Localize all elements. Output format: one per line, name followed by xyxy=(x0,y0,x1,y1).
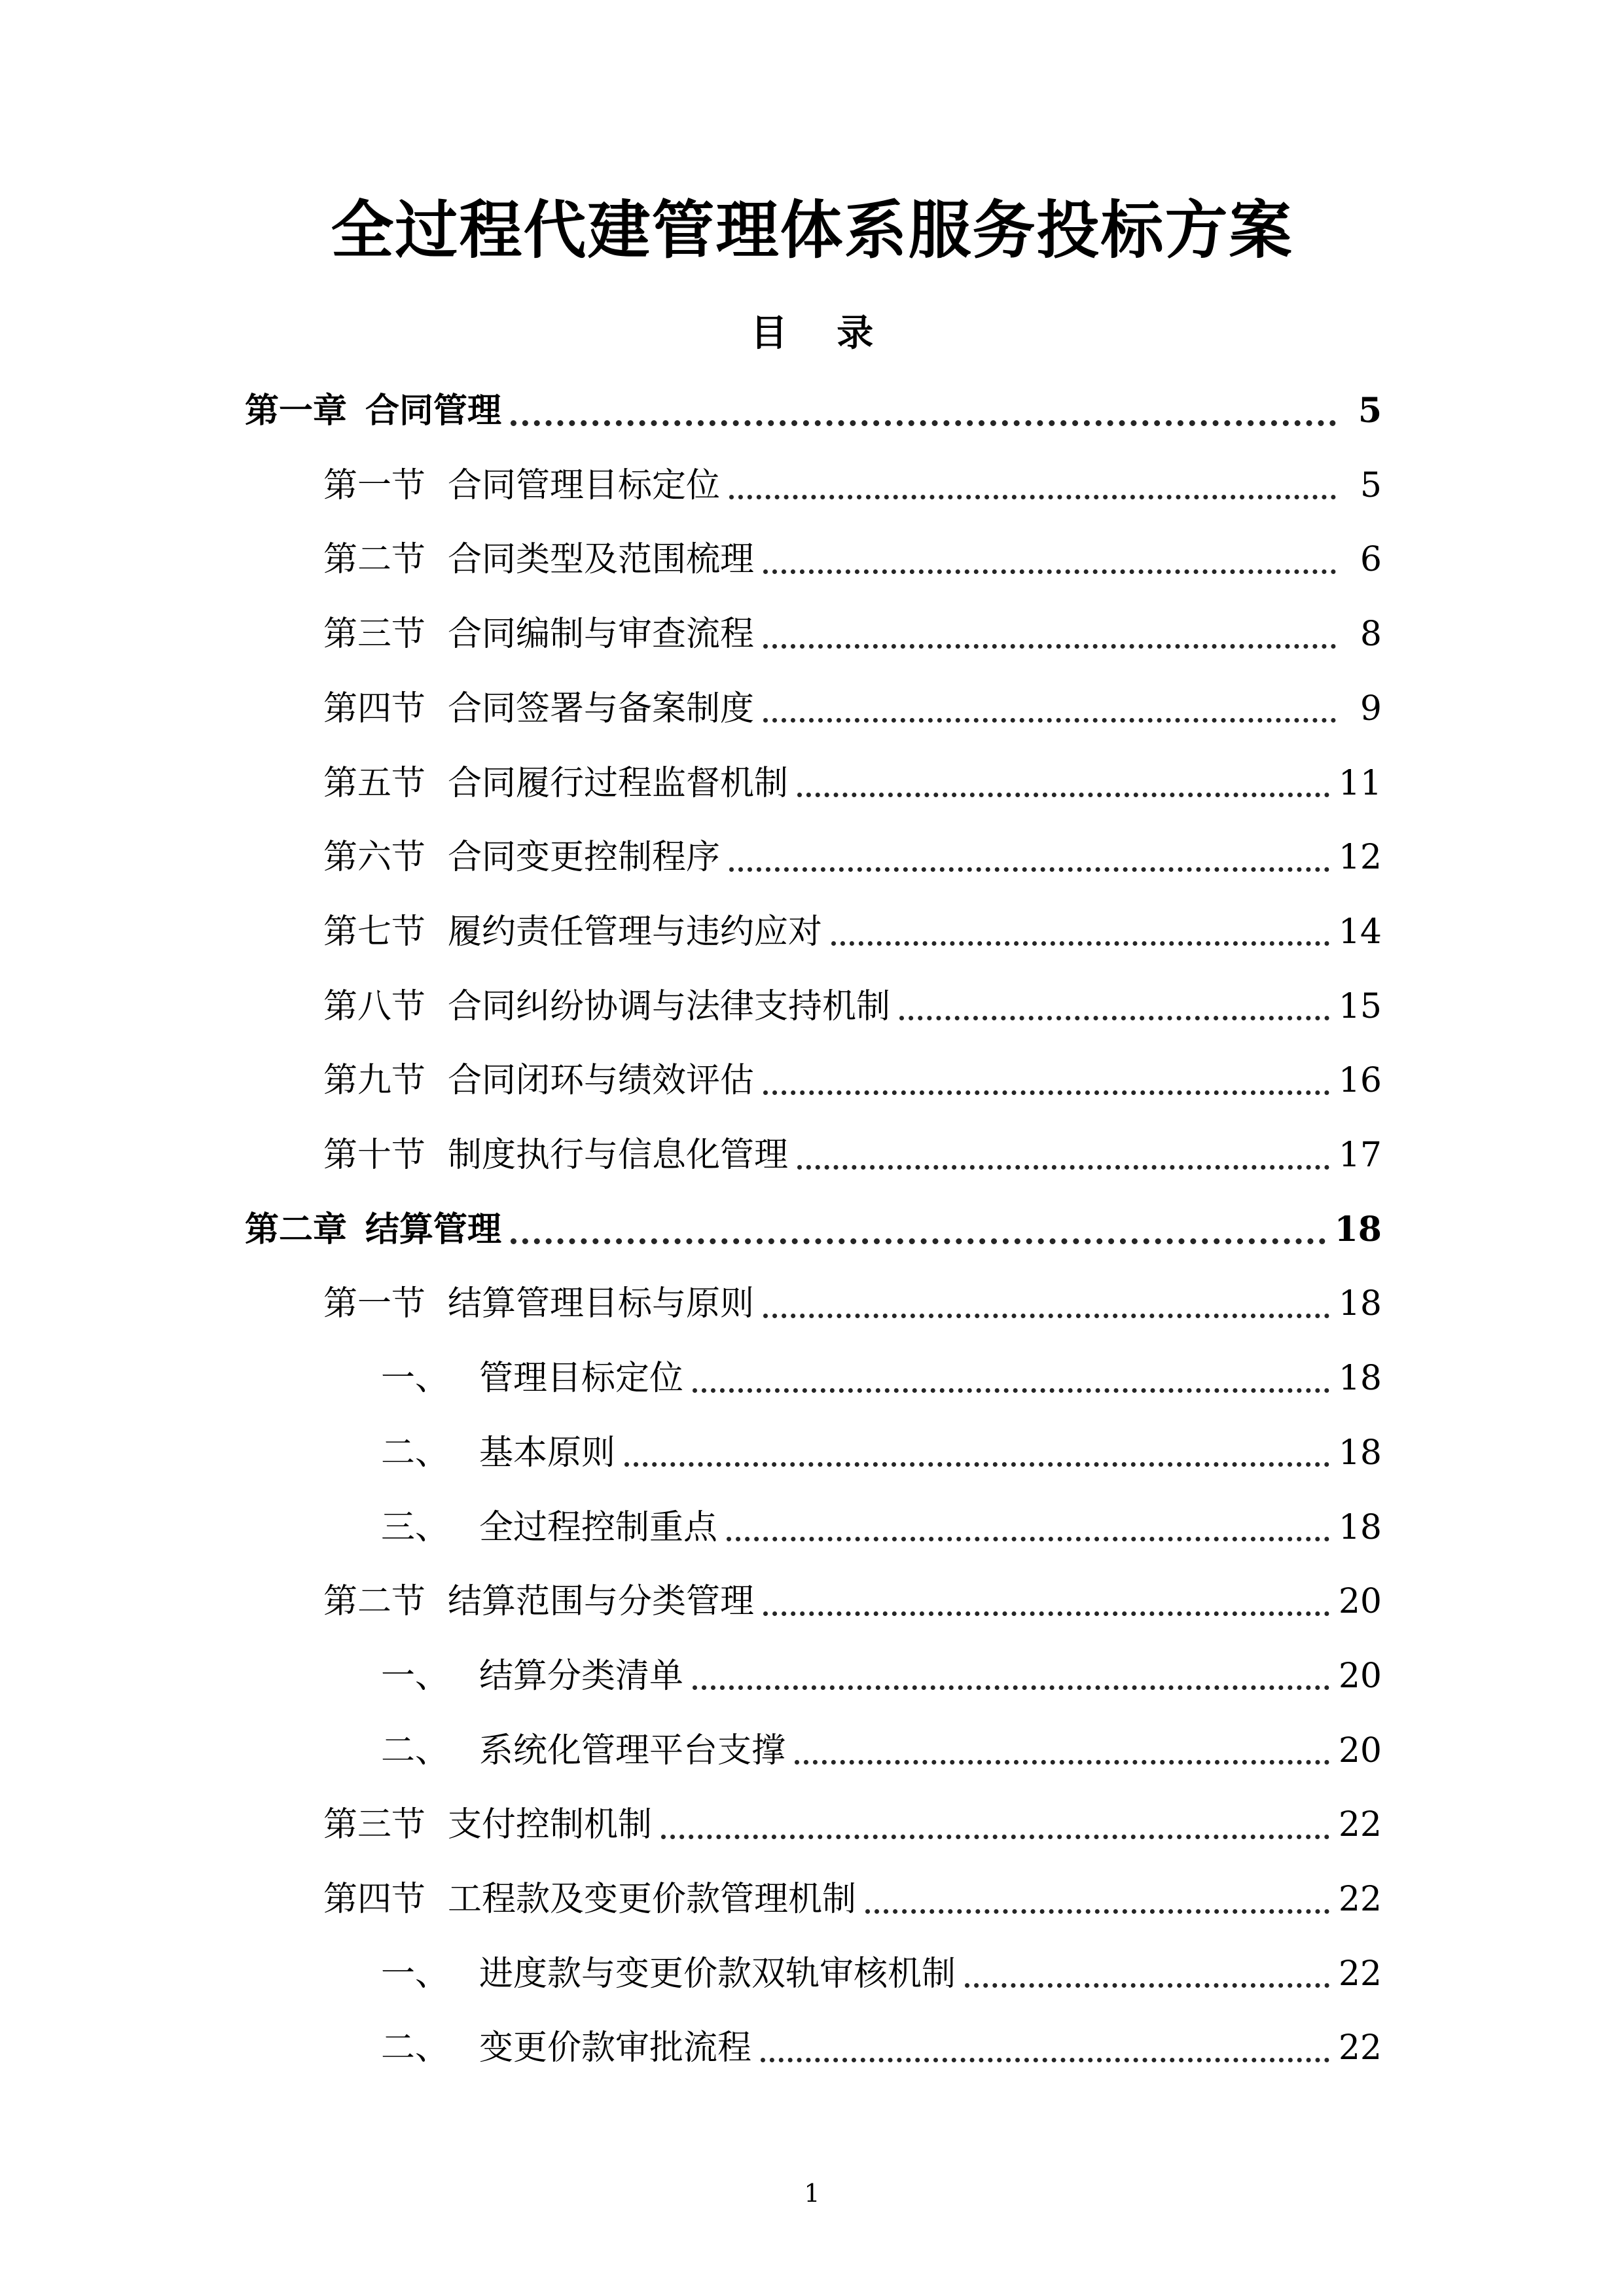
toc-dot-leader xyxy=(661,1835,1329,1839)
toc-entry[interactable] xyxy=(323,1278,1382,1330)
toc-entry-page: 18 xyxy=(1338,1359,1382,1399)
toc-entry-number: 第七节 xyxy=(323,912,426,952)
toc-entry-number: 第二节 xyxy=(323,540,426,580)
toc-entry-number: 第一节 xyxy=(323,1284,426,1324)
toc-dot-leader xyxy=(763,644,1336,649)
toc-entry-title: 合同类型及范围梳理 xyxy=(448,540,755,580)
toc-dot-leader xyxy=(511,1238,1326,1244)
toc-entry[interactable] xyxy=(323,831,1382,884)
toc-entry-number: 第二节 xyxy=(323,1582,426,1622)
toc-entry[interactable] xyxy=(381,1352,1382,1405)
toc-dot-leader xyxy=(763,1314,1329,1318)
toc-entry-page: 20 xyxy=(1338,1731,1382,1770)
toc-entry-title: 合同履行过程监督机制 xyxy=(448,763,789,803)
toc-entry-number: 二、 xyxy=(381,1731,450,1770)
toc-entry-number: 第六节 xyxy=(323,838,426,878)
toc-dot-leader xyxy=(797,793,1329,797)
toc-entry[interactable] xyxy=(323,608,1382,660)
toc-entry-page: 22 xyxy=(1338,2028,1382,2068)
toc-entry-page: 15 xyxy=(1338,986,1382,1026)
toc-entry-number: 一、 xyxy=(381,1656,450,1696)
toc-entry-title: 结算分类清单 xyxy=(479,1656,684,1696)
toc-entry-page: 18 xyxy=(1338,1433,1382,1473)
toc-entry-number: 三、 xyxy=(381,1507,450,1547)
toc-dot-leader xyxy=(795,1760,1329,1765)
toc-entry[interactable] xyxy=(381,1501,1382,1554)
toc-entry-title: 基本原则 xyxy=(479,1433,616,1473)
toc-entry-number: 一、 xyxy=(381,1954,450,1994)
toc-entry-number: 第四节 xyxy=(323,689,426,728)
toc-dot-leader xyxy=(624,1462,1329,1467)
toc-dot-leader xyxy=(693,1685,1329,1690)
toc-entry-title: 管理目标定位 xyxy=(479,1359,684,1399)
toc-dot-leader xyxy=(763,718,1336,723)
toc-entry-page: 5 xyxy=(1360,465,1382,505)
toc-entry-page: 22 xyxy=(1338,1954,1382,1994)
toc-entry-page: 17 xyxy=(1338,1136,1382,1175)
toc-entry-number: 一、 xyxy=(381,1359,450,1399)
toc-entry-number: 第四节 xyxy=(323,1880,426,1919)
toc-entry-number: 第三节 xyxy=(323,1805,426,1845)
toc-dot-leader xyxy=(729,867,1329,872)
toc-entry-number: 第三节 xyxy=(323,615,426,655)
toc-entry[interactable] xyxy=(323,980,1382,1033)
toc-entry-title: 结算管理 xyxy=(365,1210,502,1249)
toc-entry-title: 结算范围与分类管理 xyxy=(448,1582,755,1622)
toc-dot-leader xyxy=(727,1537,1329,1541)
toc-entry-title: 合同闭环与绩效评估 xyxy=(448,1061,755,1101)
toc-entry-page: 20 xyxy=(1338,1656,1382,1696)
toc-entry-page: 9 xyxy=(1360,689,1382,728)
toc-entry-number: 二、 xyxy=(381,2028,450,2068)
toc-entry[interactable] xyxy=(323,1575,1382,1628)
toc-entry-title: 合同纠纷协调与法律支持机制 xyxy=(448,986,891,1026)
toc-entry-page: 8 xyxy=(1360,615,1382,655)
toc-entry[interactable] xyxy=(323,533,1382,586)
toc-entry[interactable] xyxy=(323,1129,1382,1181)
toc-entry-title: 合同变更控制程序 xyxy=(448,838,721,878)
toc-entry[interactable] xyxy=(381,1650,1382,1702)
toc-entry-number: 第五节 xyxy=(323,763,426,803)
toc-dot-leader xyxy=(761,2058,1329,2062)
toc-entry-title: 制度执行与信息化管理 xyxy=(448,1136,789,1175)
toc-entry[interactable] xyxy=(381,1427,1382,1479)
toc-entry-title: 支付控制机制 xyxy=(448,1805,653,1845)
toc-heading: 目 录 xyxy=(750,312,892,355)
toc-entry[interactable] xyxy=(245,1204,1382,1256)
toc-entry-title: 全过程控制重点 xyxy=(479,1507,718,1547)
toc-dot-leader xyxy=(899,1016,1329,1020)
toc-dot-leader xyxy=(763,1611,1329,1616)
page-number: 1 xyxy=(804,2179,820,2208)
toc-entry-title: 进度款与变更价款双轨审核机制 xyxy=(479,1954,956,1994)
toc-entry-page: 5 xyxy=(1358,391,1382,431)
toc-entry-page: 16 xyxy=(1338,1061,1382,1101)
toc-entry[interactable] xyxy=(323,1799,1382,1851)
toc-entry-number: 第十节 xyxy=(323,1136,426,1175)
toc-dot-leader xyxy=(763,569,1336,574)
toc-entry-title: 合同管理 xyxy=(365,391,502,431)
toc-entry[interactable] xyxy=(323,906,1382,958)
toc-entry-page: 20 xyxy=(1338,1582,1382,1622)
toc-entry[interactable] xyxy=(323,459,1382,512)
toc-dot-leader xyxy=(965,1983,1329,1988)
toc-dot-leader xyxy=(511,420,1336,426)
toc-entry-page: 22 xyxy=(1338,1880,1382,1919)
toc-entry[interactable] xyxy=(381,1948,1382,2000)
toc-dot-leader xyxy=(763,1090,1329,1095)
toc-entry-page: 18 xyxy=(1334,1209,1382,1249)
toc-entry[interactable] xyxy=(245,385,1382,437)
toc-entry-number: 第二章 xyxy=(245,1210,348,1249)
toc-entry[interactable] xyxy=(381,1725,1382,1777)
toc-dot-leader xyxy=(797,1165,1329,1170)
toc-entry-page: 18 xyxy=(1338,1284,1382,1324)
toc-entry-number: 第一章 xyxy=(245,391,348,431)
toc-entry-number: 第一节 xyxy=(323,465,426,505)
toc-dot-leader xyxy=(865,1909,1329,1914)
toc-entry[interactable] xyxy=(323,757,1382,810)
toc-entry-title: 履约责任管理与违约应对 xyxy=(448,912,823,952)
document-title: 全过程代建管理体系服务投标方案 xyxy=(331,194,1293,267)
toc-entry-page: 11 xyxy=(1338,763,1382,803)
toc-entry-number: 第九节 xyxy=(323,1061,426,1101)
toc-entry-title: 合同管理目标定位 xyxy=(448,465,721,505)
toc-dot-leader xyxy=(729,495,1336,499)
toc-entry[interactable] xyxy=(323,683,1382,735)
toc-entry-title: 变更价款审批流程 xyxy=(479,2028,752,2068)
toc-entry-page: 6 xyxy=(1360,540,1382,580)
toc-entry-title: 结算管理目标与原则 xyxy=(448,1284,755,1324)
toc-entry-number: 第八节 xyxy=(323,986,426,1026)
toc-dot-leader xyxy=(831,941,1329,946)
toc-entry-page: 18 xyxy=(1338,1507,1382,1547)
toc-entry[interactable] xyxy=(323,1054,1382,1107)
toc-entry-page: 12 xyxy=(1338,838,1382,878)
toc-entry-page: 22 xyxy=(1338,1805,1382,1845)
toc-entry-title: 合同签署与备案制度 xyxy=(448,689,755,728)
toc-entry[interactable] xyxy=(381,2022,1382,2074)
toc-entry[interactable] xyxy=(323,1873,1382,1926)
toc-entry-title: 合同编制与审查流程 xyxy=(448,615,755,655)
toc-entry-number: 二、 xyxy=(381,1433,450,1473)
toc-entry-title: 工程款及变更价款管理机制 xyxy=(448,1880,857,1919)
toc-dot-leader xyxy=(693,1388,1329,1393)
toc-entry-page: 14 xyxy=(1338,912,1382,952)
toc-entry-title: 系统化管理平台支撑 xyxy=(479,1731,786,1770)
